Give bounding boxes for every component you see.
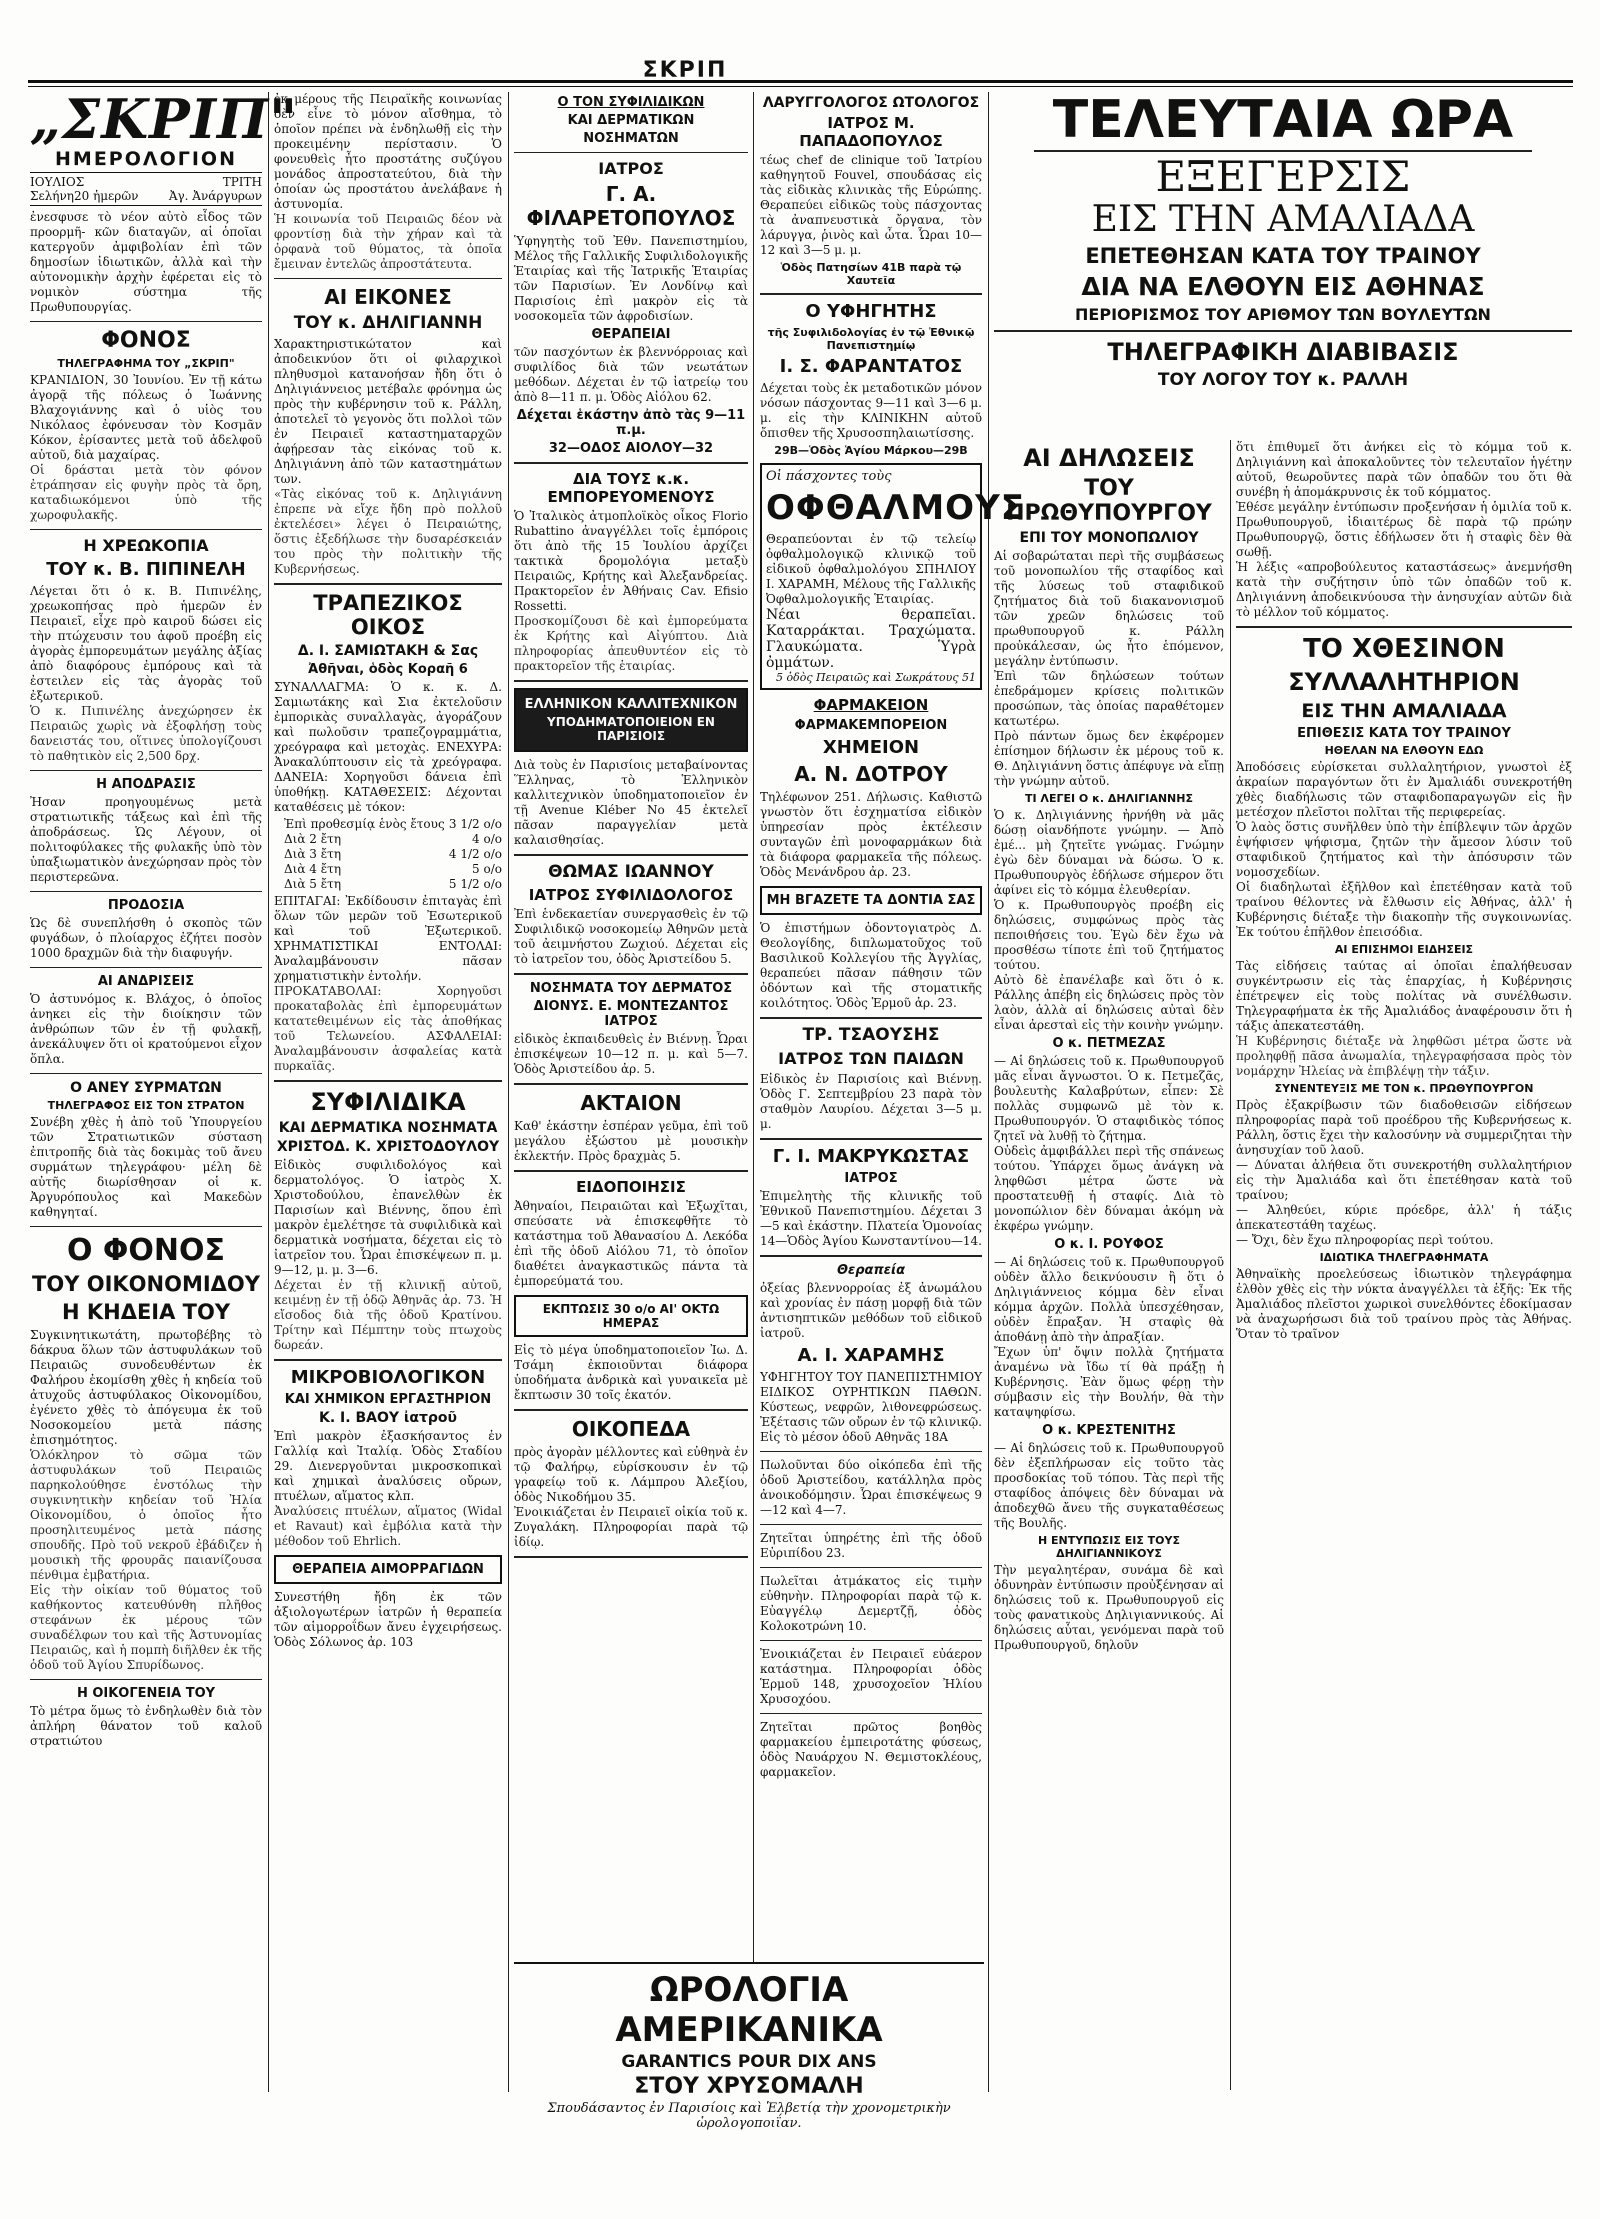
divider	[274, 1359, 502, 1361]
column-2: ἐκ μέρους τῆς Πειραϊκῆς κοινωνίας δὲν εἶνε τὸ μόνον αἴσθημα, τὸ ὁποῖον πρέπει νὰ ἐνδηλωθῇ εἰς τὴν προκειμένην περίστασιν. Ὁ φονευθεὶς ἦτο προστάτης συζύγου μονάδος ἀπροστατεύτου, διὰ τὴν ὁποίαν ὡς προστάτου ἀνελάβανε ἡ ἀστυνομία. Ἡ κοινωνία τοῦ Πειραιῶς δέον νὰ φροντίσῃ διὰ τὴν χήραν καὶ τὰ ὀρφανὰ τοῦ θύματος, τὰ ὁποῖα ἔμειναν ἐντελῶς ἀπροστάτευτα. ΑΙ ΕΙΚΟΝΕΣ ΤΟΥ κ. ΔΗΛΙΓΙΑΝΝΗ Χαρακτηριστικώτατον καὶ ἀποδεικνύον ὅτι οἱ φιλαρχικοὶ πληθυσμοὶ κατανοήσαν ἤδη ὅτι ὁ Δηλιγιάννειος μετέβαλε φρόνημα ὡς πρὸς τὴν κυβέρνησιν τοῦ κ. Ράλλη, ἀποτελεῖ τὸ γεγονὸς ὅτι πολλοὶ τῶν ἐν Πειραιεῖ καταστηματαρχῶν ἀφῄρεσαν τὰς εἰκόνας τοῦ κ. Δηλιγιάννη ἀπὸ τῶν καταστημάτων των. «Τὰς εἰκόνας τοῦ κ. Δηλιγιάννη ἐπρεπε νὰ εἴχε ἤδη πρὸ πολλοῦ ἐκτελέσει» λέγει ὁ Πειραιώτης, ὅστις ἐξεδήλωσε τὴν δυσαρέσκειάν του πρὸς τὴν πολιτικὴν τῆς Κυβερνήσεως. ΤΡΑΠΕΖΙΚΟΣ ΟΙΚΟΣ Δ. Ι. ΣΑΜΙΩΤΑΚΗ & Σας Ἀθῆναι, ὁδὸς Κοραῆ 6 ΣΥΝΑΛΛΑΓΜΑ: Ὁ κ. κ. Δ. Σαμιωτάκης καὶ Σια ἐκτελοῦσιν ἐμπορικὰς συναλλαγὰς, ἀγοράζουν καὶ πωλοῦσιν τραπεζογραμμάτια, χρεόγραφα καὶ μετοχὰς. ΕΝΕΧΥΡΑ: Ἀνακαλύπτουσιν εἰς τὰ χρεόγραφα. ΔΑΝΕΙΑ: Χορηγοῦσι δάνεια ἐπὶ ὑποθήκῃ. ΚΑΤΑΘΕΣΕΙΣ: Δέχονται καταθέσεις μὲ τόκον: Ἐπὶ προθεσμίᾳ ἑνὸς ἔτους 3 1/2 ο/ο Διὰ 2 ἔτη 4 ο/ο Διὰ 3 ἔτη 4 1/2 ο/ο Διὰ 4 ἔτη 5 ο/ο Διὰ 5 ἔτη 5 1/2 ο/ο ΕΠΙΤΑΓΑΙ: Ἐκδίδουσιν ἐπιταγὰς ἐπὶ ὅλων τῶν μερῶν τοῦ Ἐσωτερικοῦ καὶ τοῦ Ἐξωτερικοῦ. ΧΡΗΜΑΤΙΣΤΙΚΑΙ ΕΝΤΟΛΑΙ: Ἀναλαμβάνουσιν πᾶσαν χρηματιστικὴν ἐντολήν. ΠΡΟΚΑΤΑΒΟΛΑΙ: Χορηγοῦσι προκαταβολὰς ἐπὶ ἐμπορευμάτων κατατεθειμένων εἰς τὰς ἀποθήκας τοῦ Τελωνείου. ΑΣΦΑΛΕΙΑΙ: Ἀναλαμβάνουσιν ἀσφαλείας κατὰ πυρκαϊᾶς. ΣΥΦΙΛΙΔΙΚΑ ΚΑΙ ΔΕΡΜΑΤΙΚΑ ΝΟΣΗΜΑΤΑ ΧΡΙΣΤΟΔ. Κ. ΧΡΙΣΤΟΔΟΥΛΟΥ Εἰδικὸς συφιλιδολόγος καὶ δερματολόγος. Ὁ ἰατρὸς Χ. Χριστοδούλου, ἐπανελθὼν ἐκ Παρισίων καὶ Βιέννης, ὅπου ἐπὶ μακρὸν ἐμελέτησε τὰ συφιλιδικὰ καὶ δερματικὰ νοσήματα, δέχεται εἰς τὸ ἰατρεῖον του. Ὧραι ἐπισκέψεων π. μ. 9—12, μ. μ. 3—6. Δέχεται ἐν τῇ κλινικῇ αὐτοῦ, κειμένῃ ἐν τῇ ὁδῷ Ἀθηνᾶς ἀρ. 73. Ἡ εἴσοδος διὰ τῆς ὁδοῦ Κρατίνου. Τρίτην καὶ Πέμπτην τοὺς πτωχοὺς δωρεάν. ΜΙΚΡΟΒΙΟΛΟΓΙΚΟΝ ΚΑΙ ΧΗΜΙΚΟΝ ΕΡΓΑΣΤΗΡΙΟΝ Κ. Ι. ΒΑΟΥ ἰατροῦ Ἐπὶ μακρὸν ἐξασκήσαντος ἐν Γαλλίᾳ καὶ Ἰταλίᾳ. Ὁδὸς Σταδίου 29. Διενεργοῦνται μικροσκοπικαὶ καὶ χημικαὶ ἀναλύσεις οὔρων, πτυέλων, αἵματος κλπ. Ἀναλύσεις πτυέλων, αἵματος (Widal et Ravaut) καὶ ἐμβόλια κατὰ τὴν μέθοδον τοῦ Ehrlich. ΘΕΡΑΠΕΙΑ ΑΙΜΟΡΡΑΓΙΔΩΝ Συνεστήθη ἤδη ἐκ τῶν ἀξιολογωτέρων ἰατρῶν ἡ θεραπεία τῶν αἱμορροΐδων ἄνευ ἐγχειρήσεως. Ὁδὸς Σόλωνος ἀρ. 103	[274, 92, 502, 1649]
text-ofthalmous: Θεραπεύονται ἐν τῷ τελείῳ ὀφθαλμολογικῷ κλινικῷ τοῦ εἰδικοῦ ὀφθαλμολόγου ΣΠΗΛΙΟΥ Ι. ΧΑΡΑΜΗ, Μέλους τῆς Γαλλικῆς Ὀφθαλμολογικῆς Ἑταιρίας.	[766, 532, 976, 606]
bank-name: Δ. Ι. ΣΑΜΙΩΤΑΚΗ & Σας	[297, 643, 479, 659]
doctor-charamis: Α. Ι. ΧΑΡΑΜΗΣ	[797, 1345, 945, 1366]
text-continued-2: Ἐθέσε μεγάλην ἐντύπωσιν προξενήσαν ἡ ὁμιλία τοῦ κ. Πρωθυπουργοῦ, ἰδιαιτέρως δὲ παρὰ τῷ πρώην Πρωθυπουργῷ, ὅστις ἐδήλωσεν ὅτι ἡ σταφὶς δὲν θὰ σωθῇ.	[1236, 500, 1572, 559]
headline-aimorragides: ΘΕΡΑΠΕΙΑ ΑΙΜΟΡΡΑΓΙΔΩΝ	[292, 1562, 484, 1577]
divider	[760, 1524, 982, 1525]
doctor-montezantos: ΔΙΟΝΥΣ. Ε. ΜΟΝΤΕΖΑΝΤΟΣ ΙΑΤΡΟΣ	[533, 999, 729, 1029]
address-farantatos: 29Β—Ὁδὸς Ἁγίου Μάρκου—29Β	[774, 444, 968, 457]
headline-amaliada-2: ΕΙΣ ΤΗΝ ΑΜΑΛΙΑΔΑ	[1301, 700, 1507, 722]
doctor-name: ΧΡΙΣΤΟΔ. Κ. ΧΡΙΣΤΟΔΟΥΛΟΥ	[276, 1139, 500, 1155]
headline-syrmaton: Ο ΑΝΕΥ ΣΥΡΜΑΤΩΝ	[70, 1080, 222, 1096]
article-oikogeneia: Τὸ μέτρα ὅμως τὸ ἐνδηλωθὲν διὰ τὸν ἀπλήρη θάνατον τοῦ καλοῦ στρατιώτου	[30, 1704, 262, 1748]
classified-1: Πωλοῦνται δύο οἰκόπεδα ἐπὶ τῆς ὁδοῦ Ἀριστείδου, κατάλληλα πρὸς ἀνοικοδόμησιν. Ὧραι ἐπισκέψεως 9—12 καὶ 4—7.	[760, 1458, 982, 1517]
bank-address: Ἀθῆναι, ὁδὸς Κοραῆ 6	[308, 662, 468, 677]
column-4	[760, 92, 1025, 2052]
text-ypodimatopoieion: Διὰ τοὺς ἐν Παρισίοις μεταβαίνοντας Ἕλληνας, τὸ Ἑλληνικὸν καλλιτεχνικὸν ὑποδηματοποιεῖον ἐν τῇ Avenue Kléber No 45 ἐκτελεῖ πᾶσαν παραγγελίαν μετὰ καλαισθησίας.	[514, 758, 748, 847]
lab-doctor: Κ. Ι. ΒΑΟΥ ἰατροῦ	[319, 1410, 457, 1426]
divider	[760, 1567, 982, 1568]
ad-banner-horologia	[514, 1962, 984, 2131]
text-continued-3: Ἡ λέξις «απροβούλευτος καταστάσεως» ἀνεμνήσθη κατὰ τὴν συζήτησιν ὑπὸ τῶν ὀπαδῶν τοῦ κ. Δηλιγιάννη ἀποδεικνύουσα τὴν ἀνησυχίαν αὐτῶν διὰ τὸ μέλλον τοῦ κόμματος.	[1236, 560, 1572, 619]
classified-3: Πωλεῖται ἀτμάκατος εἰς τιμὴν εὐθηνὴν. Πληροφορίαι παρὰ τῷ κ. Εὐαγγέλῳ Δεμερτζῇ, ὁδὸς Κολοκοτρώνη 10.	[760, 1574, 982, 1633]
pharmacy-name: Α. Ν. ΔΟΤΡΟΥ	[794, 762, 948, 786]
subhead-syrmaton: ΤΗΛΕΓΡΑΦΟΣ ΕΙΣ ΤΟΝ ΣΤΡΑΤΟΝ	[47, 1099, 245, 1112]
divider	[274, 278, 502, 279]
text-eidopoiisis: Ἀθηναίοι, Πειραιῶται καὶ Ἑξωχῖται, σπεύσατε νὰ ἐπισκεφθῆτε τὸ κατάστημα τοῦ Ἀθανασίου Δ. Λεκόδα ἐπὶ τῆς ὁδοῦ Αἰόλου 71, τὸ ὁποῖον διαθέτει ἀναγκαστικῶς πάντα τὰ ἐμπορεύματά του.	[514, 1199, 748, 1288]
text-synentefxis: Πρὸς ἐξακρίβωσιν τῶν διαδοθεισῶν εἰδήσεων πληροφορίας παρὰ τοῦ προέδρου τῆς Κυβερνήσεως κ. Ράλλη, ὅστις ἔχει τὴν καλοσύνην νὰ συμμεριζηται τὴν ἀνησυχίαν τοῦ λαοῦ.	[1236, 1098, 1572, 1157]
rate-row: Διὰ 4 ἔτη 5 ο/ο	[284, 862, 502, 876]
divider	[514, 1170, 748, 1172]
headline-tilegrafiki: ΤΗΛΕΓΡΑΦΙΚΗ ΔΙΑΒΙΒΑΣΙΣ	[1107, 338, 1459, 366]
divider	[30, 321, 262, 322]
article-prodosia: Ὡς δὲ συνεπλήσθη ὁ σκοπὸς τῶν φυγάδων, ὁ πλοίαρχος ἐζήτει ποσὸν 1000 δραχμῶν διὰ τὴν διαφυγήν.	[30, 916, 262, 960]
text-montezantos: εἰδικὸς ἐκπαιδευθεὶς ἐν Βιέννῃ. Ὧραι ἐπισκέψεων 10—12 π. μ. καὶ 5—7. Ὁδὸς Ἀριστείδου ἀρ. 5.	[514, 1032, 748, 1076]
headline-ti-legei: ΤΙ ΛΕΓΕΙ Ο κ. ΔΗΛΙΓΙΑΝΝΗΣ	[1025, 792, 1193, 805]
subhead-paidon: ΙΑΤΡΟΣ ΤΩΝ ΠΑΙΔΩΝ	[778, 1049, 964, 1068]
headline-ofthalmous: ΟΦΘΑΛΜΟΥΣ	[766, 488, 1025, 528]
headline-otologos: ΛΑΡΥΓΓΟΛΟΓΟΣ ΩΤΟΛΟΓΟΣ	[762, 95, 980, 111]
almanac-row-2	[30, 189, 262, 206]
divider	[514, 1409, 748, 1411]
text-ti-legei-2: Ὁ κ. Πρωθυπουργὸς προέβη εἰς δηλώσεις, συμφώνως πρὸς τὰς πεποιθήσεις του. Ἐγὼ δὲν ἔχω νὰ προσθέσω τίποτε ἐπὶ τοῦ ζητήματος τούτου.	[994, 898, 1224, 972]
headline-aktaion: ΑΚΤΑΙΟΝ	[580, 1091, 682, 1115]
column-1: „ΣΚΡΙΠ" ΗΜΕΡΟΛΟΓΙΟΝ ΙΟΥΛΙΟΣ ΤΡΙΤΗ Σελήνη20 ἡμερῶν Ἀγ. Ἀνάργυρων ἐνεσφυσε τὸ νέον αὐτὸ εἶδος τῶν προορμῆ- κῶν διαταγῶν, αἱ ὁποῖαι κατεργοῦν ἀμφιβολίαν ἐπὶ τῶν δημοσίων ἰδιωτικῶν, ἀλλὰ καὶ τὴν αὐτονομικὴν ἀρχὴν ἐφέρεται εἰς τὸ νομικὸν σύστημα τῆς Πρωθυπουργίας. ΦΟΝΟΣ ΤΗΛΕΓΡΑΦΗΜΑ ΤΟΥ „ΣΚΡΙΠ" ΚΡΑΝΙΔΙΟΝ, 30 Ἰουνίου. Ἐν τῇ κάτω ἀγορᾷ τῆς πόλεως ὁ Ἰωάννης Βλαχογιάννης καὶ ὁ υἱὸς του Νικόλαος ἐφόνευσαν τὸν Κοσμᾶν Κόκον, ἐρίσαντες μετὰ τοῦ ἀδελφοῦ αὐτοῦ, διὰ μαχαίρας. Οἱ δράσται μετὰ τὸν φόνον ἐτράπησαν εἰς φυγὴν πρὸς τὰ ὄρη, καταδιωκόμενοι ὑπὸ τῆς χωροφυλακῆς. Η ΧΡΕΩΚΟΠΙΑ ΤΟΥ κ. Β. ΠΙΠΙΝΕΛΗ Λέγεται ὅτι ὁ κ. Β. Πιπινέλης, χρεωκοπήσας πρὸ ἡμερῶν ἐν Πειραιεῖ, εἶχε πρὸ καιροῦ δώσει εἰς τὴν πτώχευσιν του ἀφοῦ προέβη εἰς ἀγορὰς ἐμπορευμάτων μεγάλης ἀξίας ἀπὸ διαφόρους ἐμπόρους καὶ τὰ ἐστειλεν εἰς τὰς ἀγορὰς τοῦ ἐξωτερικοῦ. Ὁ κ. Πιπινέλης ἀνεχώρησεν ἐκ Πειραιῶς χωρὶς νὰ ἐξοφλήσῃ τοὺς δανειστάς του, οἵτινες ὑπολογίζουσι τὸ παθητικὸν εἰς 2,500 δρχ. Η ΑΠΟΔΡΑΣΙΣ Ἠσαν προηγουμένως μετὰ στρατιωτικῆς τάξεως καὶ ἐπὶ τῆς ἀποδράσεως. Ὡς Λέγουν, οἱ πολιτοφύλακες τῆς φυλακῆς ὑπὸ τὸν ὑπαξιωματικὸν ἀνεχώρησαν πρὸς τὸν περιστερεῶνα. ΠΡΟΔΟΣΙΑ Ὡς δὲ συνεπλήσθη ὁ σκοπὸς τῶν φυγάδων, ὁ πλοίαρχος ἐζήτει ποσὸν 1000 δραχμῶν διὰ τὴν διαφυγήν. ΑΙ ΑΝΔΡΙΣΕΙΣ Ὁ ἀστυνόμος κ. Βλάχος, ὁ ὁποῖος ἀνηκει εἰς τὴν διοίκησιν τῶν ἀνθρώπων τῶν ἐν τῇ φυλακῇ, ἀνεκάλυψεν ὅτι οἱ κρατούμενοι εἶχον ὅπλα. Ο ΑΝΕΥ ΣΥΡΜΑΤΩΝ ΤΗΛΕΓΡΑΦΟΣ ΕΙΣ ΤΟΝ ΣΤΡΑΤΟΝ Συνέβη χθὲς ἡ ἀπὸ τοῦ Ὑπουργείου τῶν Στρατιωτικῶν σύσταση ἐπιτροπῆς διὰ τὰς δοκιμὰς τοῦ ἄνευ συρμάτων τηλεγράφου· μέλη δὲ αὐτῆς διωρίσθησαν οἱ κ. Ἀργυρόπουλος καὶ Μακεδὼν καθηγηταί. Ο ΦΟΝΟΣ ΤΟΥ ΟΙΚΟΝΟΜΙΔΟΥ Η ΚΗΔΕΙΑ ΤΟΥ Συγκινητικωτάτη, πρωτοβέβης τὸ δάκρυα ὅλων τῶν ἀστυφυλάκων τοῦ Πειραιῶς συνοδευθέντων ἐκ Φαλήρου ἐκομίσθη χθὲς ἡ κηδεία τοῦ ἀτυχοῦς ἀστυφύλακος Οἰκονομίδου, ἐγένετο χθὲς τὸ ἀπόγευμα ἐκ τοῦ Νοσοκομείου μετὰ πάσης ἐπισημότητος. Ὁλόκληρον τὸ σῶμα τῶν ἀστυφυλάκων τοῦ Πειραιῶς παρηκολούθησε ἐνστόλως τὴν συγκινητικὴν κηδείαν τοῦ Ἠλία Οἰκονομίδου, ὁ ὁποῖος ἦτο προσηλιτευμένος μετὰ πάσης σπουδῆς. Πρὸ τοῦ νεκροῦ ἐβάδιζεν ἡ μουσικὴ τῆς φρουρᾶς παιανίζουσα πένθιμα ἐμβατήρια. Εἰς τὴν οἰκίαν τοῦ θύματος τοῦ καθήκοντος κατευθύνθη πλῆθος στεφάνων ἐκ μέρους τῶν συναδέλφων του καὶ τῆς Ἀστυνομίας Πειραιῶς, καὶ ἡ πομπὴ διῆλθεν ἐκ τῆς ὁδοῦ τοῦ Ἀγίου Σπυρίδωνος. Η ΟΙΚΟΓΕΝΕΙΑ ΤΟΥ Τὸ μέτρα ὅμως τὸ ἐνδηλωθὲν διὰ τὸν ἀπλήρη θάνατον τοῦ καλοῦ στρατιώτου	[30, 87, 299, 1748]
almanac-saint: Ἀγ. Ἀνάργυρων	[168, 189, 262, 203]
headline-oikogeneia: Η ΟΙΚΟΓΕΝΕΙΑ ΤΟΥ	[76, 1686, 216, 1701]
almanac-month: ΙΟΥΛΙΟΣ	[30, 175, 85, 189]
headline-amaliada: ΕΙΣ ΤΗΝ ΑΜΑΛΙΑΔΑ	[1091, 199, 1475, 240]
text-filaretopoulos: Ὑφηγητὴς τοῦ Ἐθν. Πανεπιστημίου, Μέλος τῆς Γαλλικῆς Συφιλιδολογικῆς Ἑταιρίας καὶ τῆς Ἰατρικῆς Ἑταιρίας τῶν Παρισίων. Ἐν Λονδίνῳ καὶ Παρισίοις ἐπὶ μακρὸν εἰς τὰ νοσοκομεῖα τῶν ἀφροδισίων.	[514, 234, 748, 323]
headline-eikones: ΑΙ ΕΙΚΟΝΕΣ	[324, 285, 452, 309]
office-address: 32—ΟΔΟΣ ΑΙΟΛΟΥ—32	[548, 441, 714, 456]
text-syllalitirion: Ἀποδόσεις εὐρίσκεται συλλαλητήριον, γνωστοὶ ἐξ ἀκραίων παραγόντων ὅτι ἐν Ἀμαλιάδι συνεκροτήθη χθὲς διαδήλωσις τῶν σταφιδοπαραγωγῶν εἰς ἣν μετέσχον πλεῖστοι πολῖται τῆς περιφερείας.	[1236, 760, 1572, 819]
headline-o-fonos: Ο ΦΟΝΟΣ	[66, 1233, 226, 1268]
headline-syllalitirion: ΣΥΛΛΑΛΗΤΗΡΙΟΝ	[1288, 668, 1520, 696]
masthead: ΣΚΡΙΠ	[642, 58, 728, 83]
headline-ad-syfilidikon: Ο ΤΟΝ ΣΥΦΙΛΙΔΙΚΩΝ	[557, 95, 705, 110]
classified-2: Ζητεῖται ὑπηρέτης ἐπὶ τῆς ὁδοῦ Εὐριπίδου 23.	[760, 1531, 982, 1560]
subhead-dermatikon: ΚΑΙ ΔΕΡΜΑΤΙΚΩΝ	[567, 113, 695, 128]
text-entyposis: Τὴν μεγαλητέραν, συνάμα δὲ καὶ ὀδυνηρὰν ἐντύπωσιν προὐξένησαν αἱ δηλώσεις τοῦ κ. Πρωθυπουργοῦ εἰς τοὺς φανατικοὺς Δηλιγιαννικούς. Αἱ δηλώσεις αὗται, γενόμεναι παρὰ τοῦ Πρωθυπουργοῦ, δηλοῦν	[994, 1563, 1224, 1652]
article-continued: ἐκ μέρους τῆς Πειραϊκῆς κοινωνίας δὲν εἶνε τὸ μόνον αἴσθημα, τὸ ὁποῖον πρέπει νὰ ἐνδηλωθῇ εἰς τὴν προκειμένην περίστασιν. Ὁ φονευθεὶς ἦτο προστάτης συζύγου μονάδος ἀπροστατεύτου, διὰ τὴν ὁποίαν ὡς προστάτου ἀνελάβανε ἡ ἀστυνομία.	[274, 92, 502, 211]
text-horologia: Σπουδάσαντος ἐν Παρισίοις καὶ Ἑλβετίᾳ τὴν χρονομετρικὴν ὡρολογοποιΐαν.	[547, 2101, 951, 2131]
column-divider	[508, 92, 509, 2092]
divider	[514, 1556, 748, 1558]
headline-pipineli: ΤΟΥ κ. Β. ΠΙΠΙΝΕΛΗ	[46, 559, 246, 580]
address-ofthalmous: 5 ὁδὸς Πειραιῶς καὶ Σωκράτους 51	[775, 671, 976, 684]
text-makrykostas: Ἐπιμελητὴς τῆς κλινικῆς τοῦ Ἐθνικοῦ Πανεπιστημίου. Δέχεται 3—5 καὶ ἑκάστην. Πλατεία Ὁμονοίας 14—Ὁδὸς Ἁγίου Κωνσταντίνου—14.	[760, 1189, 982, 1248]
newspaper-title: „ΣΚΡΙΠ"	[30, 87, 299, 151]
divider	[30, 967, 262, 968]
text-continued: ὅτι ἐπιθυμεῖ ὅτι ἀνήκει εἰς τὸ κόμμα τοῦ κ. Δηλιγιάννη καὶ ἀποκαλοῦντες τὸν τελευταῖον ἡγέτην αὐτοῦ, θεωροῦντες παρὰ τῶν ὀπαδῶν του ὅτι θὰ συνέβη ἡ ἀπομάκρυνσις ἐκ τοῦ κόμματος.	[1236, 440, 1572, 499]
text-diloseis: Αἱ σοβαρώταται περὶ τῆς συμβάσεως τοῦ μονοπωλίου τῆς σταφίδος καὶ τῆς λύσεως τοῦ σταφιδικοῦ ζητήματος διὰ τοῦ διακανονισμοῦ τῶν χρεῶν δηλώσεις τοῦ πρωθυπουργοῦ κ. Ράλλη προὐκάλεσαν, ὡς ἦτο ἑπόμενον, μεγάλην ἐντύπωσιν.	[994, 549, 1224, 668]
headline-kideia: Η ΚΗΔΕΙΑ ΤΟΥ	[61, 1300, 231, 1324]
doctor-syfilidologos: ΙΑΤΡΟΣ ΣΥΦΙΛΙΔΟΛΟΓΟΣ	[528, 886, 734, 904]
article-syrmaton: Συνέβη χθὲς ἡ ἀπὸ τοῦ Ὑπουργείου τῶν Στρατιωτικῶν σύσταση ἐπιτροπῆς διὰ τὰς δοκιμὰς τοῦ ἄνευ συρμάτων τηλεγράφου· μέλη δὲ αὐτῆς διωρίσθησαν οἱ κ. Ἀργυρόπουλος καὶ Μακεδὼν καθηγηταί.	[30, 1115, 262, 1219]
headline-xthesinon: ΤΟ ΧΘΕΣΙΝΟΝ	[1303, 634, 1505, 664]
divider	[30, 891, 262, 892]
text-dontia: Ὁ ἐπιστήμων ὀδοντογιατρὸς Δ. Θεολογίδης, διπλωματοῦχος τοῦ Βασιλικοῦ Κολλεγίου τῆς Ἀγγλίας, θεραπεύει πᾶσαν πάθησιν τῶν ὀδόντων καὶ τῆς στοματικῆς κοιλότητος. Ὁδὸς Ἑρμοῦ ἀρ. 23.	[760, 921, 982, 1010]
headline-oikonomidou: ΤΟΥ ΟΙΚΟΝΟΜΙΔΟΥ	[32, 1272, 260, 1296]
headline-monopoliou: ΕΠΙ ΤΟΥ ΜΟΝΟΠΩΛΙΟΥ	[1019, 530, 1199, 546]
headline-epithesis: ΕΠΙΘΕΣΙΣ ΚΑΤΑ ΤΟΥ ΤΡΑΙΝΟΥ	[1297, 726, 1511, 741]
divider	[30, 1073, 262, 1074]
rate-row: Ἐπὶ προθεσμίᾳ ἑνὸς ἔτους 3 1/2 ο/ο	[284, 817, 502, 831]
headline-mikrobiologikon: ΜΙΚΡΟΒΙΟΛΟΓΙΚΟΝ	[290, 1367, 486, 1388]
article-andriseis: Ὁ ἀστυνόμος κ. Βλάχος, ὁ ὁποῖος ἀνηκει εἰς τὴν διοίκησιν τῶν ἀνθρώπων τῶν ἐν τῇ φυλακῇ, ἀνεκάλυψεν ὅτι οἱ κρατούμενοι εἶχον ὅπλα.	[30, 992, 262, 1066]
headline-ithelan: ΗΘΕΛΑΝ ΝΑ ΕΛΘΟΥΝ ΕΔΩ	[1324, 744, 1484, 757]
headline-nosimata-dermatos: ΝΟΣΗΜΑΤΑ ΤΟΥ ΔΕΡΜΑΤΟΣ	[529, 981, 733, 996]
divider	[760, 1017, 982, 1019]
classified-5: Ζητεῖται πρῶτος βοηθὸς φαρμακείου ἐμπειροτάτης φύσεως, ὁδὸς Ναυάρχου Ν. Θεμιστοκλέους, φαρμακεῖον.	[760, 1720, 982, 1779]
deposit-rates	[284, 817, 502, 892]
text-diloseis-3: Πρὸ πάντων ὅμως δεν ἐκφέρομεν ἐπίσημον δήλωσιν ἐκ μέρους τοῦ κ. Θ. Δηλιγιάννη ὅστις ἀπέφυγε νὰ εἴπῃ τὴν γνώμην αὐτοῦ.	[994, 729, 1224, 788]
headline-dontia: ΜΗ ΒΓΑΖΕΤΕ ΤΑ ΔΟΝΤΙΑ ΣΑΣ	[766, 893, 976, 908]
headline-exegersis: ΕΞΕΓΕΡΣΙΣ	[1155, 152, 1411, 201]
divider	[514, 1083, 748, 1085]
text-roufos: — Αἱ δηλώσεις τοῦ κ. Πρωθυπουργοῦ οὐδὲν ἄλλο δεικνύουσιν ἢ ὅτι ὁ Δηλιγιάννειος κόμμα δὲν εἶναι κόμμα ἀρχῶν. Πολλὰ ὑπεσχέθησαν, οὐδὲν ἔπραξαν. Ἡ σταφὶς θὰ ἀποθάνῃ ἀπὸ τὴν ἀπραξίαν.	[994, 1255, 1224, 1344]
label-iatros: ΙΑΤΡΟΣ	[598, 159, 664, 178]
text-aktaion: Καθ' ἑκάστην ἑσπέραν γεῦμα, ἐπὶ τοῦ μεγάλου ἐξώστου μὲ μουσικὴν ἑκλεκτήν. Πρὸς δραχμὰς 5.	[514, 1119, 748, 1163]
bank-text-2: ΕΠΙΤΑΓΑΙ: Ἐκδίδουσιν ἐπιταγὰς ἐπὶ ὅλων τῶν μερῶν τοῦ Ἐσωτερικοῦ καὶ τοῦ Ἐξωτερικοῦ. ΧΡΗΜΑΤΙΣΤΙΚΑΙ ΕΝΤΟΛΑΙ: Ἀναλαμβάνουσιν πᾶσαν χρηματιστικὴν ἐντολήν.	[274, 894, 502, 983]
text-diloseis-2: Ἐπὶ τῶν δηλώσεων τούτων ἐπεδράμομεν κρίσεις πολιτικῶν προσώπων, τὰς ὁποίας παραθέτομεν κατωτέρω.	[994, 669, 1224, 728]
rate-row: Διὰ 5 ἔτη 5 1/2 ο/ο	[284, 877, 502, 891]
headline-krestenitis: Ο κ. ΚΡΕΣΤΕΝΙΤΗΣ	[1042, 1423, 1176, 1438]
headline-therapeia: Θεραπεία	[836, 1263, 906, 1278]
headline-athinas: ΔΙΑ ΝΑ ΕΛΘΟΥΝ ΕΙΣ ΑΘΗΝΑΣ	[1081, 272, 1485, 301]
column-divider	[268, 92, 269, 2092]
office-hours: Δέχεται ἑκάστην ἀπὸ τὰς 9—11 π.μ.	[516, 408, 746, 438]
article-lab: Ἐπὶ μακρὸν ἐξασκήσαντος ἐν Γαλλίᾳ καὶ Ἰταλίᾳ. Ὁδὸς Σταδίου 29. Διενεργοῦνται μικροσκοπικαὶ καὶ χημικαὶ ἀναλύσεις οὔρων, πτυέλων, αἵματος κλπ.	[274, 1429, 502, 1503]
column-3: Ο ΤΟΝ ΣΥΦΙΛΙΔΙΚΩΝ ΚΑΙ ΔΕΡΜΑΤΙΚΩΝ ΝΟΣΗΜΑΤΩΝ ΙΑΤΡΟΣ Γ. Α. ΦΙΛΑΡΕΤΟΠΟΥΛΟΣ Ὑφηγητὴς τοῦ Ἐθν. Πανεπιστημίου, Μέλος τῆς Γαλλικῆς Συφιλιδολογικῆς Ἑταιρίας καὶ τῆς Ἰατρικῆς Ἑταιρίας τῶν Παρισίων. Ἐν Λονδίνῳ καὶ Παρισίοις ἐπὶ μακρὸν εἰς τὰ νοσοκομεῖα τῶν ἀφροδισίων. ΘΕΡΑΠΕΙΑΙ τῶν πασχόντων ἐκ βλεννόρροιας καὶ συφιλίδος διὰ τῶν νεωτάτων μεθόδων. Δέχεται ἐν τῷ ἰατρείῳ του ἀπὸ 8—11 π. μ. Ὁδὸς Αἰόλου 62. Δέχεται ἑκάστην ἀπὸ τὰς 9—11 π.μ. 32—ΟΔΟΣ ΑΙΟΛΟΥ—32 ΔΙΑ ΤΟΥΣ κ.κ. ΕΜΠΟΡΕΥΟΜΕΝΟΥΣ Ὁ Ἰταλικὸς ἀτμοπλοϊκὸς οἶκος Florio Rubattino ἀναγγέλλει τοῖς ἐμπόροις ὅτι ἀπὸ τῆς 15 Ἰουλίου ἀρχίζει τακτικὰ δρομολόγια μεταξὺ Πειραιῶς, Κρήτης καὶ Ἀλεξανδρείας. Πρακτορεῖον ἐν Ἀθήναις Cav. Efisio Rossetti. Προσκομίζουσι δὲ καὶ ἐμπορεύματα ἐκ Κρήτης καὶ Αἰγύπτου. Διὰ πληροφορίας ἀπευθυντέον εἰς τὸ πρακτορεῖον τῆς ἑταιρίας. ΕΛΛΗΝΙΚΟΝ ΚΑΛΛΙΤΕΧΝΙΚΟΝ ΥΠΟΔΗΜΑΤΟΠΟΙΕΙΟΝ ΕΝ ΠΑΡΙΣΙΟΙΣ Διὰ τοὺς ἐν Παρισίοις μεταβαίνοντας Ἕλληνας, τὸ Ἑλληνικὸν καλλιτεχνικὸν ὑποδηματοποιεῖον ἐν τῇ Avenue Kléber No 45 ἐκτελεῖ πᾶσαν παραγγελίαν μετὰ καλαισθησίας. ΘΩΜΑΣ ΙΩΑΝΝΟΥ ΙΑΤΡΟΣ ΣΥΦΙΛΙΔΟΛΟΓΟΣ Ἐπὶ ἑνδεκαετίαν συνεργασθεὶς ἐν τῷ Συφιλιδικῷ νοσοκομείῳ Ἀθηνῶν μετὰ τοῦ ἀειμνήστου Ζωχιού. Δέχεται εἰς τὸ ἰατρεῖον του, ὁδὸς Ἀριστείδου 5. ΝΟΣΗΜΑΤΑ ΤΟΥ ΔΕΡΜΑΤΟΣ ΔΙΟΝΥΣ. Ε. ΜΟΝΤΕΖΑΝΤΟΣ ΙΑΤΡΟΣ εἰδικὸς ἐκπαιδευθεὶς ἐν Βιέννῃ. Ὧραι ἐπισκέψεων 10—12 π. μ. καὶ 5—7. Ὁδὸς Ἀριστείδου ἀρ. 5. ΑΚΤΑΙΟΝ Καθ' ἑκάστην ἑσπέραν γεῦμα, ἐπὶ τοῦ μεγάλου ἐξώστου μὲ μουσικὴν ἑκλεκτήν. Πρὸς δραχμὰς 5. ΕΙΔΟΠΟΙΗΣΙΣ Ἀθηναίοι, Πειραιῶται καὶ Ἑξωχῖται, σπεύσατε νὰ ἐπισκεφθῆτε τὸ κατάστημα τοῦ Ἀθανασίου Δ. Λεκόδα ἐπὶ τῆς ὁδοῦ Αἰόλου 71, τὸ ὁποῖον διαθέτει ἀναγκαστικῶς πάντα τὰ ἐμπορεύματά του. ΕΚΠΤΩΣΙΣ 30 ο/ο ΑΙ' ΟΚΤΩ ΗΜΕΡΑΣ Εἰς τὸ μέγα ὑποδηματοποιεῖον Ἰω. Δ. Τσάμη ἐκποιοῦνται διάφορα ὑποδήματα ἀνδρικὰ καὶ γυναικεῖα μὲ ἔκπτωσιν 30 τοῖς ἑκατόν. ΟΙΚΟΠΕΔΑ πρὸς ἀγορὰν μέλλοντες καὶ εὐθηνὰ ἐν τῷ Φαλήρῳ, εὑρίσκουσιν ἐν τῷ γραφείῳ τοῦ κ. Λάμπρου Ἀλεξίου, ὁδὸς Νικοδήμου 35. Ἐνοικιάζεται ἐν Πειραιεῖ οἰκία τοῦ κ. Ζυγαλάκη. Πληροφορίαι παρὰ τῷ ἰδίῳ.	[514, 92, 748, 2092]
column-5	[994, 440, 1224, 2090]
classified-4: Ἐνοικιάζεται ἐν Πειραιεῖ εὐάερον κατάστημα. Πληροφορίαι ὁδὸς Ἑρμοῦ 148, χρυσοχοεῖον Ἠλίου Χρυσοχόου.	[760, 1647, 982, 1706]
headline-periorismos: ΠΕΡΙΟΡΙΣΜΟΣ ΤΟΥ ΑΡΙΘΜΟΥ ΤΩΝ ΒΟΥΛΕΥΤΩΝ	[1075, 305, 1491, 324]
top-rule	[28, 80, 1573, 83]
rate-row: Διὰ 2 ἔτη 4 ο/ο	[284, 832, 502, 846]
text-therapeia: ὀξείας βλεννορροίας ἐξ ἀνωμάλου καὶ χρονίας ἐν πάσῃ μορφῇ διὰ τῶν ἀντισηπτικῶν μεθόδων τοῦ εἰδικοῦ ἰατροῦ.	[760, 1281, 982, 1340]
headline-synentefxis: ΣΥΝΕΝΤΕΥΞΙΣ ΜΕ ΤΟΝ κ. ΠΡΩΘΥΠΟΥΡΓΟΝ	[1274, 1082, 1534, 1095]
subhead-chrysomali: ΣΤΟΥ ΧΡΥΣΟΜΑΛΗ	[634, 2074, 864, 2099]
text-ti-legei: Ὁ κ. Δηλιγιάννης ἠρνήθη νὰ μᾶς δώσῃ οἱανδήποτε γνώμην. — Ἀπὸ ἐμέ... μὴ ζητεῖτε γνώμας. Γνώμην ἐγὼ δὲν δύναμαι νὰ δώσω. Ὁ κ. Πρωθυπουργὸς ἐδήλωσε σήμερον ὅτι ἀφίνει εἰς τὸ κόμμα ἐλευθερίαν.	[994, 808, 1224, 897]
doctor-thomas-ioannou: ΘΩΜΑΣ ΙΩΑΝΝΟΥ	[548, 862, 714, 882]
column-divider	[753, 92, 754, 2092]
doctor-papadopoulos: ΙΑΤΡΟΣ Μ. ΠΑΠΑΔΟΠΟΥΛΟΣ	[799, 114, 943, 150]
headline-prodosia: ΠΡΟΔΟΣΙΑ	[107, 898, 185, 913]
text-ekptosis: Εἰς τὸ μέγα ὑποδηματοποιεῖον Ἰω. Δ. Τσάμη ἐκποιοῦνται διάφορα ὑποδήματα ἀνδρικὰ καὶ γυναικεῖα μὲ ἔκπτωσιν 30 τοῖς ἑκατόν.	[514, 1343, 748, 1402]
divider	[514, 854, 748, 856]
article-eikones: Χαρακτηριστικώτατον καὶ ἀποδεικνύον ὅτι οἱ φιλαρχικοὶ πληθυσμοὶ κατανοήσαν ἤδη ὅτι ὁ Δηλιγιάννειος μετέβαλε φρόνημα ὡς πρὸς τὴν κυβέρνησιν τοῦ κ. Ράλλη, ἀποτελεῖ τὸ γεγονὸς ὅτι πολλοὶ τῶν ἐν Πειραιεῖ καταστηματαρχῶν ἀφῄρεσαν τὰς εἰκόνας τοῦ κ. Δηλιγιάννη ἀπὸ τῶν καταστημάτων των.	[274, 337, 502, 486]
divider	[30, 529, 262, 530]
divider	[760, 1255, 982, 1257]
text-synentefxis-4: — Ὄχι, δὲν ἔχω πληροφορίας περὶ τούτου.	[1236, 1233, 1494, 1247]
text-synentefxis-2: — Δύναται ἀλήθεια ὅτι συνεκροτήθη συλλαλητήριον εἰς τὴν Ἀμαλιάδα καὶ ὅτι ἐπετέθησαν κατὰ τοῦ τραίνου;	[1236, 1158, 1572, 1202]
headline-farmakemporeion: ΦΑΡΜΑΚΕΜΠΟΡΕΙΟΝ	[794, 718, 948, 733]
text-idiotika: Ἀθηναϊκὴς προελεύσεως ἰδιωτικὸν τηλεγράφημα ἐλθὸν χθὲς εἰς τὴν νύκτα ἀναγγέλλει τὰ ἑξῆς: Ἐκ τῆς Ἀμαλιάδος πλεῖστοι χωρικοὶ συνελθόντες ἐδοκίμασαν νὰ ἀναχωρήσωσι διὰ τοῦ τραίνου πρὸς τὰς Ἀθήνας. Ὅταν τὸ τραῖνον	[1236, 1267, 1572, 1341]
column-divider	[1230, 440, 1231, 2090]
subhead-garanties: GARANTICS POUR DIX ANS	[621, 2052, 877, 2072]
headline-diligianni: ΤΟΥ κ. ΔΗΛΙΓΙΑΝΝΗ	[293, 313, 483, 333]
headline-epetethisan: ΕΠΕΤΕΘΗΣΑΝ ΚΑΤΑ ΤΟΥ ΤΡΑΙΝΟΥ	[1085, 244, 1481, 268]
doctor-filaretopoulos: Γ. Α. ΦΙΛΑΡΕΤΟΠΟΥΛΟΣ	[526, 182, 736, 230]
text-petmezas-2: Οὐδεὶς ἀμφιβάλλει περὶ τῆς σπάνεως τούτου. Ὑπάρχει ὅμως ἀνάγκη νὰ ληφθῶσι μέτρα ὥστε νὰ προστατευθῇ ἡ σταφίς. Διὰ τὸ μονοπώλιον δὲν δύναμαι ἀκόμη νὰ ἐκφέρω γνώμην.	[994, 1144, 1224, 1233]
divider	[760, 1138, 982, 1140]
doctor-tsaousis: ΤΡ. ΤΣΑΟΥΣΗΣ	[802, 1025, 940, 1045]
headline-parisiois: ΥΠΟΔΗΜΑΤΟΠΟΙΕΙΟΝ ΕΝ ΠΑΡΙΣΙΟΙΣ	[547, 715, 715, 743]
column-divider	[988, 92, 989, 2092]
headline-ekptosis: ΕΚΠΤΩΣΙΣ 30 ο/ο ΑΙ' ΟΚΤΩ ΗΜΕΡΑΣ	[542, 1302, 720, 1330]
text-oikia: Ἐνοικιάζεται ἐν Πειραιεῖ οἰκία τοῦ κ. Ζυγαλάκη. Πληροφορίαι παρὰ τῷ ἰδίῳ.	[514, 1505, 748, 1549]
headline-yfigitis: Ο ΥΦΗΓΗΤΗΣ	[805, 301, 937, 322]
column-6: ὅτι ἐπιθυμεῖ ὅτι ἀνήκει εἰς τὸ κόμμα τοῦ κ. Δηλιγιάννη καὶ ἀποκαλοῦντες τὸν τελευταῖον ἡγέτην αὐτοῦ, θεωροῦντες παρὰ τῶν ὀπαδῶν του ὅτι θὰ συνέβη ἡ ἀπομάκρυνσις ἐκ τοῦ κόμματος. Ἐθέσε μεγάλην ἐντύπωσιν προξενήσαν ἡ ὁμιλία τοῦ κ. Πρωθυπουργοῦ, ἰδιαιτέρως δὲ παρὰ τῷ πρώην Πρωθυπουργῷ, ὅστις ἐδήλωσεν ὅτι ἡ σταφὶς δὲν θὰ σωθῇ. Ἡ λέξις «απροβούλευτος καταστάσεως» ἀνεμνήσθη κατὰ τὴν συζήτησιν ὑπὸ τῶν ὀπαδῶν τοῦ κ. Δηλιγιάννη ἀποδεικνύουσα τὴν ἀνησυχίαν αὐτῶν διὰ τὸ μέλλον τοῦ κόμματος. ΤΟ ΧΘΕΣΙΝΟΝ ΣΥΛΛΑΛΗΤΗΡΙΟΝ ΕΙΣ ΤΗΝ ΑΜΑΛΙΑΔΑ ΕΠΙΘΕΣΙΣ ΚΑΤΑ ΤΟΥ ΤΡΑΙΝΟΥ ΗΘΕΛΑΝ ΝΑ ΕΛΘΟΥΝ ΕΔΩ Ἀποδόσεις εὐρίσκεται συλλαλητήριον, γνωστοὶ ἐξ ἀκραίων παραγόντων ὅτι ἐν Ἀμαλιάδι συνεκροτήθη χθὲς διαδήλωσις τῶν σταφιδοπαραγωγῶν εἰς ἣν μετέσχον πλεῖστοι πολῖται τῆς περιφερείας. Ὁ λαὸς ὅστις συνῆλθεν ὑπὸ τὴν ἐπίβλεψιν τῶν ἀρχῶν ἐψήφισεν ψήφισμα, ζητῶν τὴν ἄμεσον λύσιν τοῦ σταφιδικοῦ ζητήματος καὶ τὴν ἀπόσυρσιν τῶν νομοσχεδίων. Οἱ διαδηλωταὶ ἐξῆλθον καὶ ἐπετέθησαν κατὰ τοῦ τραίνου θέλοντες νὰ ἔλθωσιν εἰς Ἀθήνας, ἀλλ' ἡ Κυβέρνησις διέταξε τὴν διακοπὴν τῆς συγκοινωνίας. Ἐκ τούτου ἐπῆλθον ἐπεισόδια. ΑΙ ΕΠΙΣΗΜΟΙ ΕΙΔΗΣΕΙΣ Τὰς εἰδήσεις ταύτας αἱ ὁποῖαι ἐπαλήθευσαν συγκέντρωσιν εἰς τὰς ἐπαρχίας, ἡ Κυβέρνησις ἐπέτρεψεν εἰς τοὺς πολίτας νὰ συνέλθωσιν. Τηλεγραφήματα ἐκ τῆς Ἀμαλιάδος ἀναφέρουσιν ὅτι ἡ τάξις ἀπεκατεστάθη. Ἡ Κυβέρνησις διέταξε νὰ ληφθῶσι μέτρα ὥστε νὰ προληφθῇ πᾶσα ἀνωμαλία, τηλεγραφήσασα πρὸς τὸν νομάρχην Ἠλείας νὰ ἐπιβλέψῃ τὴν τάξιν. ΣΥΝΕΝΤΕΥΞΙΣ ΜΕ ΤΟΝ κ. ΠΡΩΘΥΠΟΥΡΓΟΝ Πρὸς ἐξακρίβωσιν τῶν διαδοθεισῶν εἰδήσεων πληροφορίας παρὰ τοῦ προέδρου τῆς Κυβερνήσεως κ. Ράλλη, ὅστις ἔχει τὴν καλοσύνην νὰ συμμεριζηται τὴν ἀνησυχίαν τοῦ λαοῦ. — Δύναται ἀλήθεια ὅτι συνεκροτήθη συλλαλητήριον εἰς τὴν Ἀμαλιάδα καὶ ὅτι ἐπετέθησαν κατὰ τοῦ τραίνου; — Ἀληθεύει, κύριε πρόεδρε, ἀλλ' ἡ τάξις ἀπεκατεστάθη ταχέως. — Ὄχι, δὲν ἔχω πληροφορίας περὶ τούτου. ΙΔΙΩΤΙΚΑ ΤΗΛΕΓΡΑΦΗΜΑΤΑ Ἀθηναϊκὴς προελεύσεως ἰδιωτικὸν τηλεγράφημα ἐλθὸν χθὲς εἰς τὴν νύκτα ἀναγγέλλει τὰ ἑξῆς: Ἐκ τῆς Ἀμαλιάδος πλεῖστοι χωρικοὶ συνελθόντες ἐδοκίμασαν νὰ ἀναχωρήσωσι διὰ τοῦ τραίνου πρὸς τὰς Ἀθήνας. Ὅταν τὸ τραῖνον	[1236, 440, 1572, 1341]
text-petmezas: — Αἱ δηλώσεις τοῦ κ. Πρωθυπουργοῦ μᾶς εἶναι ἄγνωστοι. Ὁ κ. Πετμεζᾶς, βουλευτὴς Καλαβρύτων, εἶπεν: Σὲ πολλὰς συμφωνῶ μὲ τὸν κ. Πρωθυπουργόν. Ὁ σταφιδικὸς τόπος ζητεῖ νὰ λυθῇ τὸ ζήτημα.	[994, 1054, 1224, 1143]
divider	[514, 462, 748, 464]
almanac-heading: ΗΜΕΡΟΛΟΓΙΟΝ	[55, 148, 237, 170]
headline-eidopoiisis: ΕΙΔΟΠΟΙΗΣΙΣ	[576, 1178, 686, 1196]
headline-kallitexnikon: ΕΛΛΗΝΙΚΟΝ ΚΑΛΛΙΤΕΧΝΙΚΟΝ	[524, 697, 738, 712]
label-iatros-2: ΙΑΤΡΟΣ	[844, 1171, 898, 1186]
headline-entyposis: Η ΕΝΤΥΠΩΣΙΣ ΕΙΣ ΤΟΥΣ ΔΗΛΙΓΙΑΝΝΙΚΟΥΣ	[1037, 1534, 1181, 1560]
headline-farmakeion: ΦΑΡΜΑΚΕΙΟΝ	[813, 696, 929, 714]
subhead-chemical-lab: ΚΑΙ ΧΗΜΙΚΟΝ ΕΡΓΑΣΤΗΡΙΟΝ	[284, 1392, 492, 1407]
label-pasxontes: Οἱ πάσχοντες τοὺς	[766, 469, 892, 484]
divider	[994, 330, 1572, 332]
headline-horologia: ΩΡΟΛΟΓΙΑ ΑΜΕΡΙΚΑΝΙΚΑ	[615, 1970, 883, 2050]
text-farmakeion: Τηλέφωνον 251. Δήλωσις. Καθιστῶ γνωστὸν ὅτι ἐσχηματίσα εἰδικὸν ὑπηρεσίαν πρὸς ἐκτέλεσιν συνταγῶν ἐπὶ μονοφαρμάκων διὰ τὰ διάφορα φαρμακεῖα τῆς πόλεως. Ὁδὸς Μενάνδρου ἀρ. 23.	[760, 790, 982, 879]
ad-box-ypodimatopoieion	[514, 688, 748, 752]
text-charamis: ΥΦΗΓΗΤΟΥ ΤΟΥ ΠΑΝΕΠΙΣΤΗΜΙΟΥ ΕΙΔΙΚΟΣ ΟΥΡΗΤΙΚΩΝ ΠΑΘΩΝ. Κύστεως, νεφρῶν, λιθονεφρώσεως. Ἐξέτασις τῶν οὔρων ἐν τῷ κλινικῷ. Εἰς τὸ μέσον ὁδοῦ Αθηνᾶς 18Α	[760, 1370, 982, 1444]
text-krestenitis: — Αἱ δηλώσεις τοῦ κ. Πρωθυπουργοῦ δὲν ἐξεπλήρωσαν εἰς τοῦτο τὰς προσδοκίας τοῦ τόπου. Τὰς περὶ τῆς σταφίδος ἀπόψεις δὲν δύναμαι νὰ ἀποδεχθῶ ἄνευ τῆς συγκαταθέσεως τῆς Βουλῆς.	[994, 1441, 1224, 1530]
ad-box-aimorragides	[274, 1555, 502, 1584]
subhead-yfigitis: τῆς Συφιλιδολογίας ἐν τῷ Ἐθνικῷ Πανεπιστημίῳ	[767, 326, 975, 352]
headline-roufos: Ο κ. Ι. ΡΟΥΦΟΣ	[1054, 1237, 1164, 1252]
headline-petmezas: Ο κ. ΠΕΤΜΕΖΑΣ	[1052, 1036, 1166, 1051]
article-fonos: ΚΡΑΝΙΔΙΟΝ, 30 Ἰουνίου. Ἐν τῇ κάτω ἀγορᾷ τῆς πόλεως ὁ Ἰωάννης Βλαχογιάννης καὶ ὁ υἱὸς του Νικόλαος ἐφόνευσαν τὸν Κοσμᾶν Κόκον, ἐρίσαντες μετὰ τοῦ ἀδελφοῦ αὐτοῦ, διὰ μαχαίρας.	[30, 373, 262, 462]
headline-logou-ralli: ΤΟΥ ΛΟΓΟΥ ΤΟΥ κ. ΡΑΛΛΗ	[1157, 370, 1409, 390]
headline-syfilidika: ΣΥΦΙΛΙΔΙΚΑ	[310, 1088, 466, 1116]
text-papadopoulos: τέως chef de clinique τοῦ Ἰατρίου καθηγητοῦ Fouvel, σπουδάσας εἰς τὰς εἰδικὰς κλινικὰς τῆς Εὐρώπης. Θεραπεύει εἰδικῶς τοὺς πάσχοντας τὰ ἀναπνευστικὰ ὄργανα, τὸν λάρυγγα, ῥινὸς καὶ ὦτα. Ὧραι 10—12 καὶ 3—5 μ. μ.	[760, 153, 982, 257]
article-apodrasis: Ἠσαν προηγουμένως μετὰ στρατιωτικῆς τάξεως καὶ ἐπὶ τῆς ἀποδράσεως. Ὡς Λέγουν, οἱ πολιτοφύλακες τῆς φυλακῆς ὑπὸ τὸν ὑπαξιωματικὸν ἀνεχώρησαν πρὸς τὸν περιστερεῶνα.	[30, 795, 262, 884]
ad-box-ekptosis	[514, 1295, 748, 1337]
text-ti-legei-3: Αὐτὸ δὲ ἐπανέλαβε καὶ ὅτι ὁ κ. Ράλλης ἀπέβη εἰς δηλώσεις πρὸς τὸν λαὸν, ἀλλὰ αἱ δηλώσεις αὐταὶ δὲν εἶναι ἀρεσταὶ εἰς τὴν κοινὴν γνώμην.	[994, 973, 1224, 1032]
ad-box-dontia	[760, 886, 982, 915]
headline-andriseis: ΑΙ ΑΝΔΡΙΣΕΙΣ	[97, 974, 195, 989]
text-therapeiai-ofth: Νέαι θεραπεῖαι. Καταρράκται. Τραχώματα. Γλαυκώματα. Ὑγρὰ ὀμμάτων.	[766, 607, 976, 671]
divider	[274, 1080, 502, 1082]
almanac-weekday: ΤΡΙΤΗ	[222, 175, 262, 189]
article-kideia: Συγκινητικωτάτη, πρωτοβέβης τὸ δάκρυα ὅλων τῶν ἀστυφυλάκων τοῦ Πειραιῶς συνοδευθέντων ἐκ Φαλήρου ἐκομίσθη χθὲς ἡ κηδεία τοῦ ἀτυχοῦς ἀστυφύλακος Οἰκονομίδου, ἐγένετο χθὲς τὸ ἀπόγευμα ἐκ τοῦ Νοσοκομείου μετὰ πάσης ἐπισημότητος.	[30, 1328, 262, 1447]
almanac-row-1	[30, 172, 262, 189]
address-papadopoulos: Ὁδὸς Πατησίων 41Β παρὰ τῷ Χαυτεῖα	[780, 261, 962, 287]
headline-xhmeion: ΧΗΜΕΙΟΝ	[822, 737, 920, 758]
divider	[30, 770, 262, 771]
divider	[760, 1713, 982, 1714]
divider	[514, 152, 748, 153]
headline-therapeiai: ΘΕΡΑΠΕΙΑΙ	[591, 327, 671, 342]
divider	[514, 973, 748, 975]
almanac-moon: Σελήνη20 ἡμερῶν	[30, 189, 139, 203]
article-xreokopia: Λέγεται ὅτι ὁ κ. Β. Πιπινέλης, χρεωκοπήσας πρὸ ἡμερῶν ἐν Πειραιεῖ, εἶχε πρὸ καιροῦ δώσει εἰς τὴν πτώχευσιν του ἀφοῦ προέβη εἰς ἀγορὰς ἐμπορευμάτων μεγάλης ἀξίας ἀπὸ διαφόρους ἐμπόρους καὶ τὰ ἐστειλεν εἰς τὰς ἀγορὰς τοῦ ἐξωτερικοῦ.	[30, 584, 262, 703]
doctor-makrykostas: Γ. Ι. ΜΑΚΡΥΚΩΣΤΑΣ	[772, 1146, 970, 1167]
headline-xreokopia: Η ΧΡΕΩΚΟΠΙΑ	[83, 536, 209, 555]
article-aimorragides: Συνεστήθη ἤδη ἐκ τῶν ἀξιολογωτέρων ἰατρῶν ἡ θεραπεία τῶν αἱμορροΐδων ἄνευ ἐγχειρήσεως. Ὁδὸς Σόλωνος ἀρ. 103	[274, 1590, 502, 1649]
lead-story-header	[994, 92, 1572, 442]
headline-idiotika: ΙΔΙΩΤΙΚΑ ΤΗΛΕΓΡΑΦΗΜΑΤΑ	[1319, 1251, 1489, 1264]
text-syllalitirion-2: Ὁ λαὸς ὅστις συνῆλθεν ὑπὸ τὴν ἐπίβλεψιν τῶν ἀρχῶν ἐψήφισεν ψήφισμα, ζητῶν τὴν ἄμεσον λύσιν τοῦ σταφιδικοῦ ζητήματος καὶ τὴν ἀπόσυρσιν τῶν νομοσχεδίων.	[1236, 820, 1572, 879]
headline-diloseis: ΑΙ ΔΗΛΩΣΕΙΣ	[1023, 444, 1195, 472]
bank-text: ΣΥΝΑΛΛΑΓΜΑ: Ὁ κ. κ. Δ. Σαμιωτάκης καὶ Σια ἐκτελοῦσιν ἐμπορικὰς συναλλαγὰς, ἀγοράζουν καὶ πωλοῦσιν τραπεζογραμμάτια, χρεόγραφα καὶ μετοχὰς. ΕΝΕΧΥΡΑ: Ἀνακαλύπτουσιν εἰς τὰ χρεόγραφα. ΔΑΝΕΙΑ: Χορηγοῦσι δάνεια ἐπὶ ὑποθήκῃ. ΚΑΤΑΘΕΣΕΙΣ: Δέχονται καταθέσεις μὲ τόκον:	[274, 680, 502, 814]
divider	[514, 680, 748, 682]
divider	[30, 1679, 262, 1680]
subhead-nosimaton: ΝΟΣΗΜΑΤΩΝ	[583, 131, 679, 146]
text-thomas: Ἐπὶ ἑνδεκαετίαν συνεργασθεὶς ἐν τῷ Συφιλιδικῷ νοσοκομείῳ Ἀθηνῶν μετὰ τοῦ ἀειμνήστου Ζωχιού. Δέχεται εἰς τὸ ἰατρεῖον του, ὁδὸς Ἀριστείδου 5.	[514, 907, 748, 966]
divider	[760, 293, 982, 295]
text-tsaousis: Εἰδικὸς ἐν Παρισίοις καὶ Βιέννῃ. Ὁδὸς Γ. Σεπτεμβρίου 23 παρὰ τὸν σταθμὸν Λαυρίου. Δέχεται 3—5 μ. μ.	[760, 1072, 982, 1131]
article-syfilidika: Εἰδικὸς συφιλιδολόγος καὶ δερματολόγος. Ὁ ἰατρὸς Χ. Χριστοδούλου, ἐπανελθὼν ἐκ Παρισίων καὶ Βιέννης, ὅπου ἐπὶ μακρὸν ἐμελέτησε τὰ συφιλιδικὰ καὶ δερματικὰ νοσήματα, δέχεται εἰς τὸ ἰατρεῖον του. Ὧραι ἐπισκέψεων π. μ. 9—12, μ. μ. 3—6.	[274, 1158, 502, 1277]
ad-box-ofthalmous	[760, 463, 1025, 690]
headline-prothypourgou: ΤΟΥ ΠΡΩΘΥΠΟΥΡΓΟΥ	[1006, 476, 1212, 526]
divider	[1236, 626, 1572, 628]
headline-apodrasis: Η ΑΠΟΔΡΑΣΙΣ	[96, 777, 196, 792]
divider	[760, 1640, 982, 1641]
text-emporevomenous: Ὁ Ἰταλικὸς ἀτμοπλοϊκὸς οἶκος Florio Rubattino ἀναγγέλλει τοῖς ἐμπόροις ὅτι ἀπὸ τῆς 15 Ἰουλίου ἀρχίζει τακτικὰ δρομολόγια μεταξὺ Πειραιῶς, Κρήτης καὶ Ἀλεξανδρείας. Πρακτορεῖον ἐν Ἀθήναις Cav. Efisio Rossetti.	[514, 509, 748, 613]
headline-teleutaia-ora: ΤΕΛΕΥΤΑΙΑ ΩΡΑ	[1052, 90, 1514, 150]
headline-oikopeda: ΟΙΚΟΠΕΔΑ	[571, 1417, 691, 1441]
divider	[30, 1226, 262, 1227]
headline-trapezikos: ΤΡΑΠΕΖΙΚΟΣ ΟΙΚΟΣ	[313, 591, 463, 639]
text-oikopeda: πρὸς ἀγορὰν μέλλοντες καὶ εὐθηνὰ ἐν τῷ Φαλήρῳ, εὑρίσκουσιν ἐν τῷ γραφείῳ τοῦ κ. Λάμπρου Ἀλεξίου, ὁδὸς Νικοδήμου 35.	[514, 1445, 748, 1504]
text-farantatos: Δέχεται τοὺς ἐκ μεταδοτικῶν μόνον νόσων πάσχοντας 9—11 καὶ 3—6 μ. μ. εἰς τὴν ΚΛΙΝΙΚΗΝ αὐτοῦ ὄπισθεν τῆς Χρυσοσπηλαιωτίσσης.	[760, 381, 982, 440]
rate-row: Διὰ 3 ἔτη 4 1/2 ο/ο	[284, 847, 502, 861]
text-episimoi: Τὰς εἰδήσεις ταύτας αἱ ὁποῖαι ἐπαλήθευσαν συγκέντρωσιν εἰς τὰς ἐπαρχίας, ἡ Κυβέρνησις ἐπέτρεψεν εἰς τοὺς πολίτας νὰ συνέλθωσιν. Τηλεγραφήματα ἐκ τῆς Ἀμαλιάδος ἀναφέρουσιν ὅτι ἡ τάξις ἀπεκατεστάθη.	[1236, 959, 1572, 1033]
subhead-telegram: ΤΗΛΕΓΡΑΦΗΜΑ ΤΟΥ „ΣΚΡΙΠ"	[57, 357, 235, 370]
intro-text: ἐνεσφυσε τὸ νέον αὐτὸ εἶδος τῶν προορμῆ- κῶν διαταγῶν, αἱ ὁποῖαι κατεργοῦν ἀμφιβολίαν ἐπὶ τῶν δημοσίων ἰδιωτικῶν, ἀλλὰ καὶ τὴν αὐτονομικὴν ἀρχὴν ἐφέρεται εἰς τὸ νομικὸν σύστημα τῆς Πρωθυπουργίας.	[30, 210, 262, 314]
text-roufos-2: Ἔχων ὑπ' ὄψιν πολλὰ ζητήματα ἀναμένω νὰ ἴδω τί θὰ πράξῃ ἡ Κυβέρνησις. Ἐὰν ὅμως φέρῃ τὴν σύμβασιν εἰς τὴν Βουλήν, θὰ τὴν καταψηφίσω.	[994, 1345, 1224, 1419]
divider	[760, 1451, 982, 1452]
headline-episimoi: ΑΙ ΕΠΙΣΗΜΟΙ ΕΙΔΗΣΕΙΣ	[1334, 943, 1474, 956]
headline-fonos: ΦΟΝΟΣ	[101, 328, 191, 353]
subhead-dermatika: ΚΑΙ ΔΕΡΜΑΤΙΚΑ ΝΟΣΗΜΑΤΑ	[278, 1120, 498, 1136]
headline-emporevomenous: ΔΙΑ ΤΟΥΣ κ.κ. ΕΜΠΟΡΕΥΟΜΕΝΟΥΣ	[547, 470, 715, 506]
text-therapeiai: τῶν πασχόντων ἐκ βλεννόρροιας καὶ συφιλίδος διὰ τῶν νεωτάτων μεθόδων. Δέχεται ἐν τῷ ἰατρείῳ του ἀπὸ 8—11 π. μ. Ὁδὸς Αἰόλου 62.	[514, 345, 748, 404]
text-syllalitirion-3: Οἱ διαδηλωταὶ ἐξῆλθον καὶ ἐπετέθησαν κατὰ τοῦ τραίνου θέλοντες νὰ ἔλθωσιν εἰς Ἀθήνας, ἀλλ' ἡ Κυβέρνησις διέταξε τὴν διακοπὴν τῆς συγκοινωνίας. Ἐκ τούτου ἐπῆλθον ἐπεισόδια.	[1236, 880, 1572, 939]
doctor-farantatos: Ι. Σ. ΦΑΡΑΝΤΑΤΟΣ	[779, 356, 963, 377]
text-synentefxis-3: — Ἀληθεύει, κύριε πρόεδρε, ἀλλ' ἡ τάξις ἀπεκατεστάθη ταχέως.	[1236, 1203, 1572, 1232]
divider	[274, 583, 502, 585]
